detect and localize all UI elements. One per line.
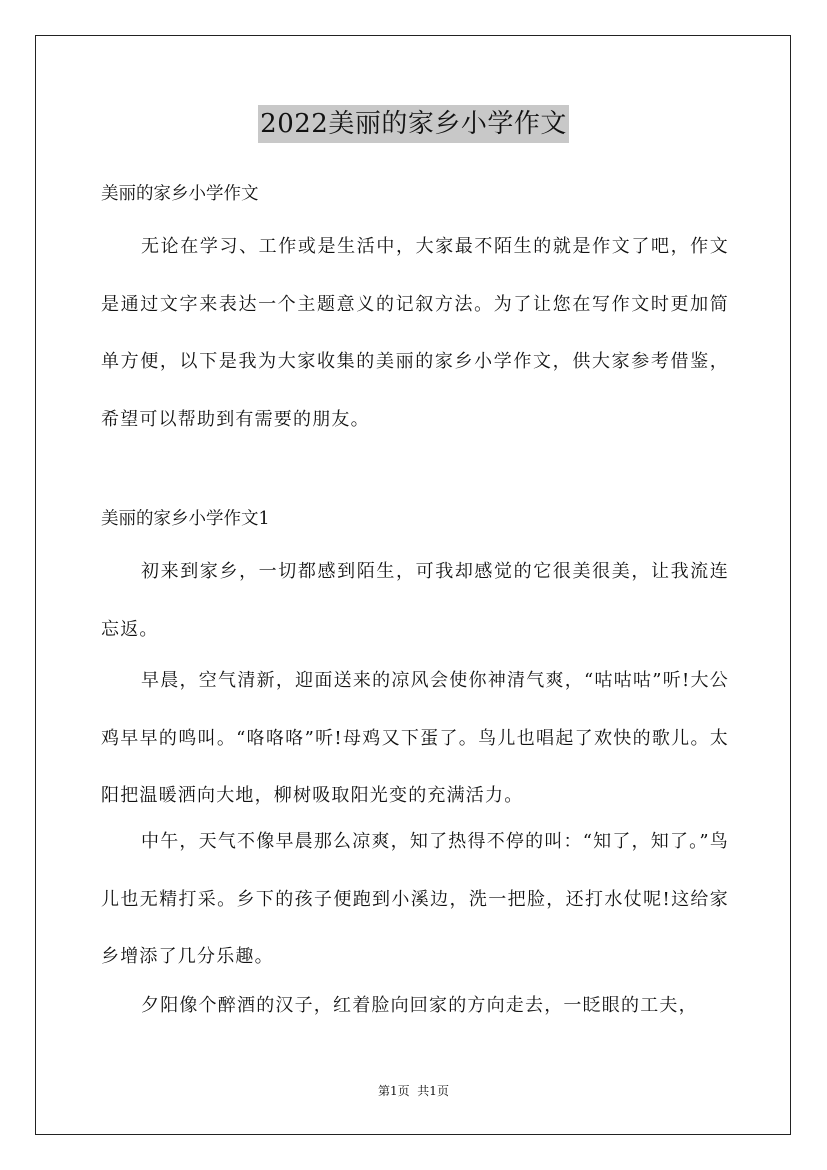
document-title	[0, 102, 827, 143]
essay1-paragraph-4: 夕阳像个醉酒的汉子，红着脸向回家的方向走去，一眨眼的工夫，	[141, 995, 698, 1016]
intro-paragraph: 无论在学习、工作或是生活中，大家最不陌生的就是作文了吧，作文是通过文字来表达一个主题意义的记叙方法。为了让您在写作文时更加简单方便，以下是我为大家收集的美丽的家乡小学作文，供大家参考借鉴，希望可以帮助到有需要的朋友。	[101, 236, 729, 431]
document-title-text: 2022美丽的家乡小学作文	[258, 105, 569, 143]
essay1-paragraph-2: 早晨，空气清新，迎面送来的凉风会使你神清气爽，“咕咕咕”听!大公鸡早早的鸣叫。“咯咯咯”听!母鸡又下蛋了。鸟儿也唱起了欢快的歌儿。太阳把温暖洒向大地，柳树吸取阳光变的充满活力。	[101, 670, 729, 807]
essay1-paragraph-3: 中午，天气不像早晨那么凉爽，知了热得不停的叫：“知了，知了。”鸟儿也无精打采。乡下的孩子便跑到小溪边，洗一把脸，还打水仗呢!这给家乡增添了几分乐趣。	[101, 831, 729, 968]
essay1-heading: 美丽的家乡小学作文1	[101, 509, 270, 529]
intro-heading: 美丽的家乡小学作文	[101, 184, 259, 204]
essay1-paragraph-1: 初来到家乡，一切都感到陌生，可我却感觉的它很美很美，让我流连忘返。	[101, 561, 729, 640]
page-footer: 第1页 共1页	[378, 1084, 449, 1098]
